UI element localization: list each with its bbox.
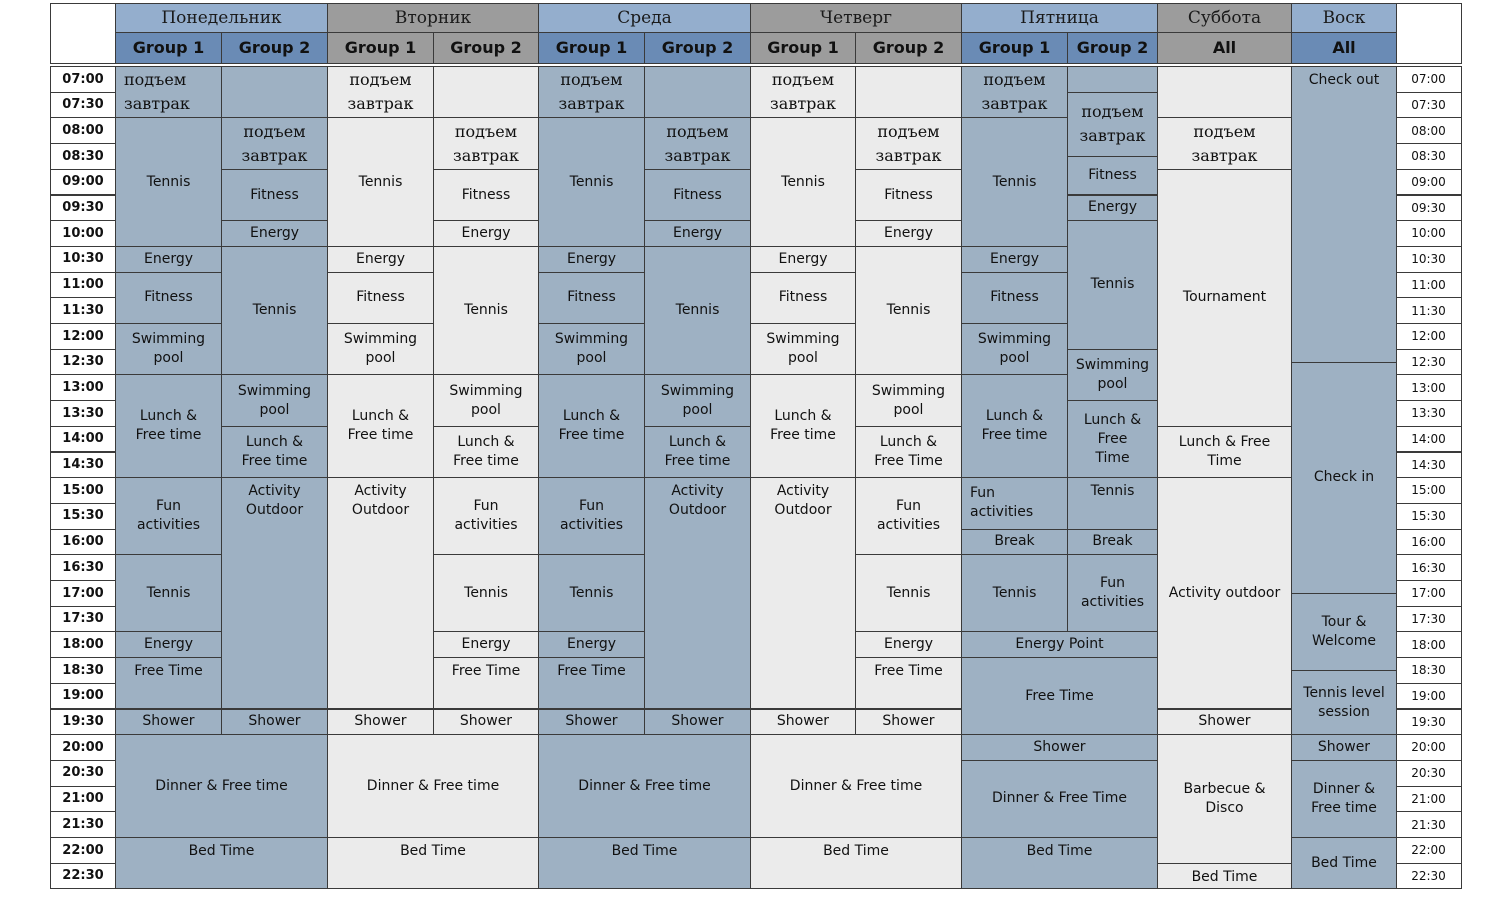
time-label-right: 11:30 (1395, 297, 1462, 324)
group-header: Group 2 (221, 32, 328, 64)
time-label-right: 14:00 (1395, 426, 1462, 453)
schedule-event: Fun activities (538, 477, 645, 555)
schedule-event: Swimming pool (327, 323, 434, 375)
schedule-event: Lunch & Free time (750, 374, 856, 478)
group-header: All (1291, 32, 1397, 64)
schedule-event: Lunch & Free Time (1157, 426, 1292, 478)
schedule-event: подъем завтрак (644, 117, 751, 169)
schedule-event: Fitness (1067, 156, 1158, 196)
schedule-event: Lunch & Free Time (1067, 400, 1158, 478)
schedule-event: Lunch & Free time (433, 426, 539, 478)
time-label-right: 16:00 (1395, 529, 1462, 556)
time-label-right: 15:00 (1395, 477, 1462, 504)
time-label-right: 18:00 (1395, 631, 1462, 658)
time-label-right: 19:30 (1395, 709, 1462, 736)
time-label: 16:00 (50, 529, 116, 556)
schedule-event: подъем завтрак (750, 66, 856, 118)
schedule-empty-slot (1067, 66, 1158, 93)
schedule-event: Swimming pool (644, 374, 751, 426)
time-label: 18:30 (50, 657, 116, 684)
schedule-event: Lunch & Free time (961, 374, 1068, 478)
schedule-event: Bed Time (1291, 837, 1397, 889)
schedule-event: подъем завтрак (961, 66, 1068, 118)
schedule-event: Energy (855, 220, 962, 247)
time-label: 16:30 (50, 554, 116, 581)
schedule-empty-slot (433, 66, 539, 118)
time-label: 11:30 (50, 297, 116, 324)
time-label: 13:30 (50, 400, 116, 427)
schedule-event: Energy (644, 220, 751, 247)
schedule-event: Bed Time (538, 837, 751, 889)
schedule-empty-slot (1157, 66, 1292, 118)
schedule-event: Lunch & Free time (221, 426, 328, 478)
group-header: Group 1 (327, 32, 434, 64)
schedule-event: Energy (433, 220, 539, 247)
time-label: 07:30 (50, 92, 116, 119)
schedule-event: Energy (538, 631, 645, 658)
schedule-event: Fun activities (115, 477, 222, 555)
schedule-event: Energy (750, 246, 856, 273)
schedule-event: Dinner & Free time (1291, 760, 1397, 838)
schedule-event: Tennis (961, 554, 1068, 632)
schedule-event: Shower (221, 709, 328, 736)
schedule-empty-slot (644, 66, 751, 118)
schedule-event: Tennis (1067, 220, 1158, 350)
schedule-event: Shower (327, 709, 434, 736)
time-label: 13:00 (50, 374, 116, 401)
time-label: 08:30 (50, 143, 116, 170)
schedule-event: Swimming pool (750, 323, 856, 375)
schedule-event: Fitness (327, 272, 434, 324)
time-label: 19:30 (50, 709, 116, 736)
schedule-event: Free Time (961, 657, 1158, 735)
time-label: 15:00 (50, 477, 116, 504)
schedule-event: Shower (644, 709, 751, 736)
group-header: Group 1 (961, 32, 1068, 64)
schedule-event: Tennis (433, 554, 539, 632)
time-label: 09:00 (50, 169, 116, 196)
time-label-right: 17:00 (1395, 580, 1462, 607)
time-label-right: 08:00 (1395, 117, 1462, 144)
schedule-event: Check out (1291, 66, 1397, 363)
group-header: Group 2 (644, 32, 751, 64)
schedule-event: Tennis (115, 554, 222, 632)
schedule-event: Activity Outdoor (327, 477, 434, 709)
schedule-event: Shower (961, 734, 1158, 761)
group-header: Group 2 (855, 32, 962, 64)
group-header: Group 2 (1067, 32, 1158, 64)
schedule-event: Tennis (961, 117, 1068, 247)
schedule-event: Activity Outdoor (221, 477, 328, 709)
schedule-event: Dinner & Free time (115, 734, 328, 838)
schedule-event: Energy (115, 246, 222, 273)
time-label-right: 11:00 (1395, 272, 1462, 299)
schedule-event: Tennis (538, 117, 645, 247)
day-header: Четверг (750, 3, 962, 33)
schedule-event: Free Time (433, 657, 539, 709)
schedule-event: Tour & Welcome (1291, 593, 1397, 671)
time-label: 20:30 (50, 760, 116, 787)
schedule-event: Shower (433, 709, 539, 736)
time-label-right: 19:00 (1395, 683, 1462, 710)
schedule-empty-slot (855, 66, 962, 118)
day-header: Воск (1291, 3, 1397, 33)
schedule-event: Swimming pool (855, 374, 962, 426)
time-label: 22:00 (50, 837, 116, 864)
time-label: 11:00 (50, 272, 116, 299)
schedule-event: Fitness (961, 272, 1068, 324)
time-label-right: 13:30 (1395, 400, 1462, 427)
schedule-event: Tennis (750, 117, 856, 247)
corner-left (50, 3, 116, 64)
time-label-right: 07:30 (1395, 92, 1462, 119)
schedule-event: Tennis (855, 246, 962, 376)
schedule-event: Fun activities (1067, 554, 1158, 632)
schedule-event: подъем завтрак (115, 66, 222, 118)
day-header: Среда (538, 3, 751, 33)
time-label: 12:30 (50, 349, 116, 376)
schedule-event: Tennis level session (1291, 670, 1397, 735)
schedule-event: Energy (1067, 195, 1158, 222)
schedule-event: Dinner & Free time (750, 734, 962, 838)
schedule-event: Fitness (750, 272, 856, 324)
schedule-event: Bed Time (115, 837, 328, 889)
schedule-event: Fun activities (961, 477, 1068, 529)
time-label: 20:00 (50, 734, 116, 761)
time-label: 18:00 (50, 631, 116, 658)
time-label: 08:00 (50, 117, 116, 144)
schedule-event: Activity Outdoor (644, 477, 751, 709)
schedule-event: Tennis (327, 117, 434, 247)
schedule-event: Bed Time (961, 837, 1158, 889)
time-label-right: 09:30 (1395, 195, 1462, 222)
schedule-event: Bed Time (327, 837, 539, 889)
schedule-event: Fun activities (855, 477, 962, 555)
time-label: 12:00 (50, 323, 116, 350)
schedule-event: Lunch & Free time (327, 374, 434, 478)
schedule-event: Shower (855, 709, 962, 736)
time-label-right: 21:30 (1395, 811, 1462, 838)
day-header: Вторник (327, 3, 539, 33)
schedule-event: Lunch & Free Time (855, 426, 962, 478)
schedule-event: Lunch & Free time (538, 374, 645, 478)
schedule-event: Free Time (538, 657, 645, 709)
schedule-event: Lunch & Free time (644, 426, 751, 478)
schedule-event: Check in (1291, 362, 1397, 594)
schedule-event: Energy (115, 631, 222, 658)
time-label: 22:30 (50, 863, 116, 890)
schedule-event: Energy (855, 631, 962, 658)
schedule-event: подъем завтрак (327, 66, 434, 118)
schedule-event: подъем завтрак (433, 117, 539, 169)
schedule-event: Shower (750, 709, 856, 736)
time-label-right: 10:00 (1395, 220, 1462, 247)
schedule-event: Activity outdoor (1157, 477, 1292, 709)
time-label-right: 17:30 (1395, 606, 1462, 633)
group-header: Group 1 (115, 32, 222, 64)
time-label: 15:30 (50, 503, 116, 530)
time-label: 07:00 (50, 66, 116, 93)
schedule-event: Tennis (538, 554, 645, 632)
group-header: Group 1 (538, 32, 645, 64)
time-label: 21:00 (50, 786, 116, 813)
schedule-event: Shower (538, 709, 645, 736)
schedule-event: Swimming pool (115, 323, 222, 375)
day-header: Понедельник (115, 3, 328, 33)
schedule-event: Fun activities (433, 477, 539, 555)
time-label-right: 12:30 (1395, 349, 1462, 376)
time-label: 10:00 (50, 220, 116, 247)
schedule-event: Energy (327, 246, 434, 273)
time-label: 14:00 (50, 426, 116, 453)
schedule-event: Tennis (855, 554, 962, 632)
schedule-event: Lunch & Free time (115, 374, 222, 478)
time-label-right: 09:00 (1395, 169, 1462, 196)
day-header: Суббота (1157, 3, 1292, 33)
time-label: 10:30 (50, 246, 116, 273)
schedule-event: Tennis (221, 246, 328, 376)
group-header: Group 1 (750, 32, 856, 64)
schedule-event: Activity Outdoor (750, 477, 856, 709)
schedule-event: Dinner & Free Time (961, 760, 1158, 838)
time-label: 21:30 (50, 811, 116, 838)
schedule-event: Fitness (538, 272, 645, 324)
schedule-event: Swimming pool (1067, 349, 1158, 401)
schedule-event: Free Time (115, 657, 222, 709)
schedule-event: подъем завтрак (1067, 92, 1158, 157)
time-label: 17:00 (50, 580, 116, 607)
schedule-event: Tennis (1067, 477, 1158, 529)
schedule-event: Tennis (115, 117, 222, 247)
schedule-event: Break (961, 529, 1068, 556)
corner-right (1395, 3, 1462, 64)
schedule-event: подъем завтрак (221, 117, 328, 169)
schedule-event: Tournament (1157, 169, 1292, 427)
schedule-event: Barbecue & Disco (1157, 734, 1292, 864)
schedule-event: Energy (538, 246, 645, 273)
schedule-event: подъем завтрак (1157, 117, 1292, 169)
schedule-event: Swimming pool (433, 374, 539, 426)
schedule-event: Tennis (644, 246, 751, 376)
schedule-event: Swimming pool (961, 323, 1068, 375)
schedule-event: Energy Point (961, 631, 1158, 658)
schedule-event: подъем завтрак (855, 117, 962, 169)
time-label-right: 14:30 (1395, 452, 1462, 479)
schedule-empty-slot (221, 66, 328, 118)
time-label-right: 22:00 (1395, 837, 1462, 864)
schedule-event: Fitness (115, 272, 222, 324)
time-label-right: 20:00 (1395, 734, 1462, 761)
time-label-right: 22:30 (1395, 863, 1462, 890)
group-header: Group 2 (433, 32, 539, 64)
schedule-event: Fitness (433, 169, 539, 221)
time-label-right: 07:00 (1395, 66, 1462, 93)
time-label: 19:00 (50, 683, 116, 710)
time-label-right: 10:30 (1395, 246, 1462, 273)
time-label-right: 08:30 (1395, 143, 1462, 170)
schedule-event: Energy (961, 246, 1068, 273)
group-header: All (1157, 32, 1292, 64)
time-label: 17:30 (50, 606, 116, 633)
time-label: 09:30 (50, 195, 116, 222)
schedule-event: Shower (1291, 734, 1397, 761)
time-label-right: 21:00 (1395, 786, 1462, 813)
schedule-event: Bed Time (750, 837, 962, 889)
schedule-event: подъем завтрак (538, 66, 645, 118)
schedule-event: Shower (115, 709, 222, 736)
time-label-right: 16:30 (1395, 554, 1462, 581)
schedule-event: Energy (221, 220, 328, 247)
schedule-event: Break (1067, 529, 1158, 556)
schedule-event: Fitness (644, 169, 751, 221)
schedule-event: Free Time (855, 657, 962, 709)
day-header: Пятница (961, 3, 1158, 33)
schedule-event: Tennis (433, 246, 539, 376)
schedule-event: Swimming pool (538, 323, 645, 375)
time-label: 14:30 (50, 452, 116, 479)
schedule-event: Shower (1157, 709, 1292, 736)
schedule-event: Fitness (855, 169, 962, 221)
time-label-right: 20:30 (1395, 760, 1462, 787)
schedule-event: Energy (433, 631, 539, 658)
time-label-right: 18:30 (1395, 657, 1462, 684)
schedule-event: Dinner & Free time (327, 734, 539, 838)
schedule-event: Fitness (221, 169, 328, 221)
schedule-event: Swimming pool (221, 374, 328, 426)
schedule-event: Dinner & Free time (538, 734, 751, 838)
schedule-event: Bed Time (1157, 863, 1292, 890)
time-label-right: 15:30 (1395, 503, 1462, 530)
time-label-right: 13:00 (1395, 374, 1462, 401)
time-label-right: 12:00 (1395, 323, 1462, 350)
